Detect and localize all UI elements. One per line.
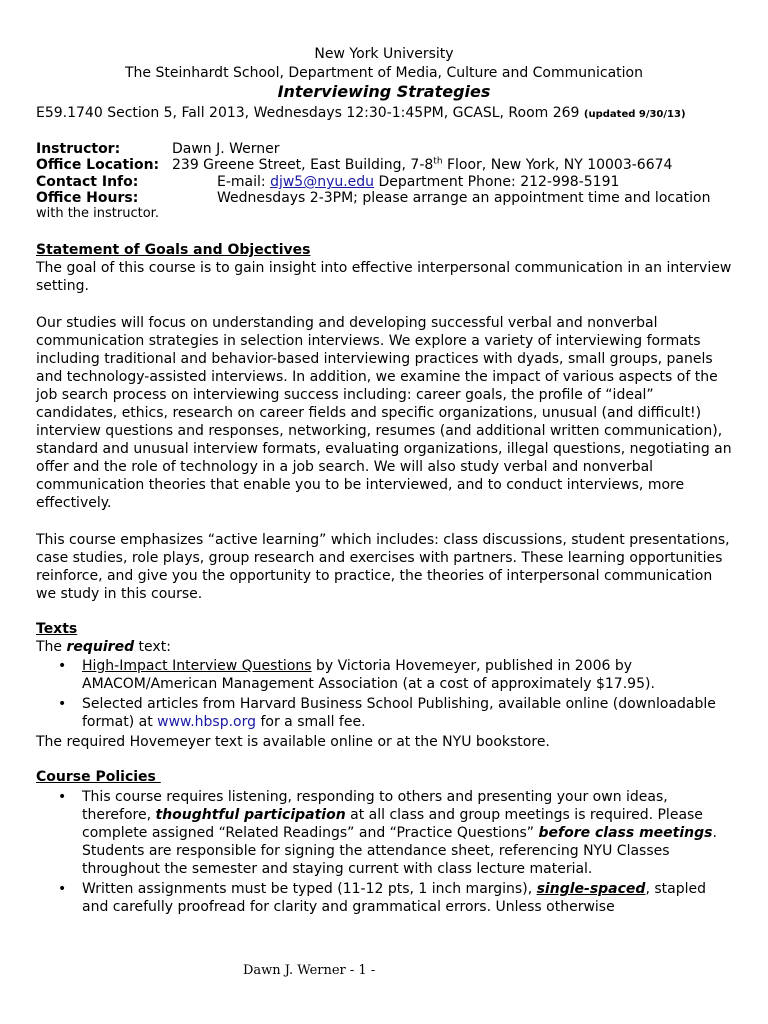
email-link[interactable]: djw5@nyu.edu [270, 174, 375, 190]
policies-list [36, 788, 726, 916]
office-value [172, 156, 672, 174]
goals-paragraph-1: The goal of this course is to gain insight into effective interpersonal communication in an interview setting. [36, 260, 732, 294]
policy-2a: Written assignments must be typed (11-12 pts, 1 inch margins), [82, 881, 537, 897]
articles-text: Selected articles from Harvard Business School Publishing, available online (downloadable format) at [82, 696, 716, 730]
policies-heading: Course Policies [36, 769, 161, 785]
bullet-icon: • [58, 789, 67, 805]
office-sup: th [433, 156, 443, 167]
texts-intro-post: text: [134, 639, 171, 655]
university-name: New York University [314, 46, 454, 62]
goals-paragraph-3: This course emphasizes “active learning” which includes: class discussions, student presentations, case studies, role plays, group research and exercises with partners. These learning opportunities reinforce, and give you the opportunity to practice, the theories of interpersonal communication we study in this course. [36, 532, 730, 602]
course-info: E59.1740 Section 5, Fall 2013, Wednesdays 12:30-1:45PM, GCASL, Room 269 [36, 105, 580, 121]
texts-intro-pre: The [36, 639, 67, 655]
bullet-icon: • [58, 881, 67, 897]
book-title: High-Impact Interview Questions [82, 658, 312, 674]
list-item [36, 695, 726, 731]
policy-before-class: before class meetings [538, 825, 713, 841]
contact-label: Contact Info: [36, 174, 139, 190]
hours-continued: with the instructor. [36, 206, 159, 221]
articles-fee: for a small fee. [256, 714, 366, 730]
texts-note: The required Hovemeyer text is available online or at the NYU bookstore. [36, 734, 550, 750]
page-title: Interviewing Strategies [277, 82, 491, 101]
texts-required: required [66, 639, 135, 655]
page-footer: Dawn J. Werner - 1 - [243, 963, 376, 978]
office-address-2: Floor, New York, NY 10003-6674 [442, 157, 673, 173]
policy-1c: . Students are responsible for signing the attendance sheet, referencing NYU Classes throughout the semester and staying current with class lecture material. [82, 825, 717, 877]
school-name: The Steinhardt School, Department of Media, Culture and Communication [124, 65, 643, 81]
policy-1b: at all class and group meetings is required. Please complete assigned “Related Readings” and “Practice Questions” [82, 807, 703, 841]
list-item [36, 880, 726, 916]
course-line [36, 104, 686, 124]
texts-intro [36, 638, 171, 656]
policy-1a: This course requires listening, responding to others and presenting your own ideas, therefore, [82, 789, 668, 823]
policy-2b: , stapled and carefully proofread for clarity and grammatical errors. Unless otherwise [82, 881, 706, 915]
office-label: Office Location: [36, 157, 160, 173]
hours-value: Wednesdays 2-3PM; please arrange an appointment time and location [217, 190, 711, 206]
list-item [36, 788, 726, 878]
list-item [36, 657, 726, 693]
policy-single-spaced: single-spaced [536, 881, 646, 897]
instructor-label: Instructor: [36, 141, 121, 157]
phone-text: Department Phone: 212-998-5191 [374, 174, 620, 190]
book-details: by Victoria Hovemeyer, published in 2006 by AMACOM/American Management Association (at a cost of approximately $17.95). [82, 658, 655, 692]
goals-heading: Statement of Goals and Objectives [36, 242, 311, 258]
email-label: E-mail: [217, 174, 271, 190]
updated-note: (updated 9/30/13) [583, 109, 686, 120]
texts-heading: Texts [36, 621, 78, 637]
policy-participation: thoughtful participation [155, 807, 346, 823]
instructor-value: Dawn J. Werner [172, 141, 280, 157]
hbsp-link[interactable]: www.hbsp.org [157, 714, 257, 730]
texts-list [36, 657, 726, 731]
office-address-1: 239 Greene Street, East Building, 7-8 [172, 157, 434, 173]
bullet-icon: • [58, 658, 67, 674]
bullet-icon: • [58, 696, 67, 712]
hours-label: Office Hours: [36, 190, 139, 206]
goals-paragraph-2: Our studies will focus on understanding and developing successful verbal and nonverbal communication strategies in selection interviews. We explore a variety of interviewing formats including traditional and behavior-based interviewing practices with dyads, small groups, panels and technology-assisted interviews. In addition, we examine the impact of various aspects of the job search process on interviewing success including: career goals, the profile of “ideal” candidates, ethics, research on career fields and specific organizations, unusual (and difficult!) interview questions and responses, networking, resumes (and additional written communication), standard and unusual interview formats, evaluating organizations, illegal questions, negotiating an offer and the role of technology in a job search. We will also study verbal and nonverbal communication theories that enable you to be interviewed, and to conduct interviews, more effectively. [36, 315, 732, 511]
